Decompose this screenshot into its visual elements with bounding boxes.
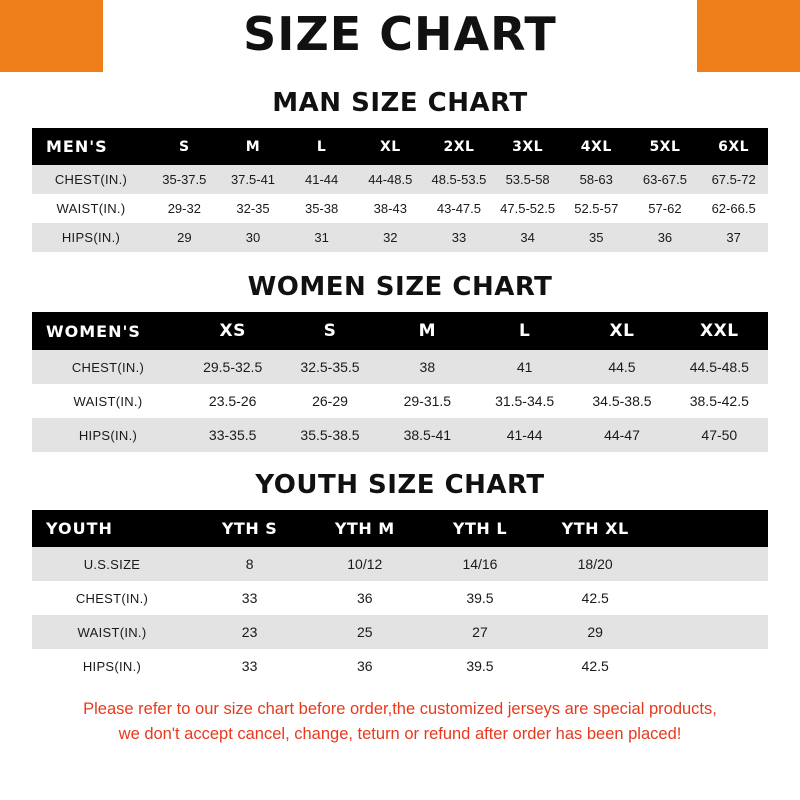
table-wrap-youth	[32, 510, 768, 683]
cell: 38	[379, 350, 476, 384]
row-label: HIPS(IN.)	[32, 223, 150, 252]
cell: 33	[425, 223, 494, 252]
column-header: 5XL	[649, 138, 681, 155]
section-title-men: MAN SIZE CHART	[272, 88, 528, 118]
cell	[653, 649, 768, 683]
cell: 43-47.5	[425, 194, 494, 223]
cell: 47.5-52.5	[493, 194, 562, 223]
column-header: L	[518, 321, 531, 341]
column-header: S	[323, 321, 337, 341]
policy-note	[20, 697, 780, 747]
cell: 33-35.5	[184, 418, 281, 452]
column-header: 4XL	[580, 138, 612, 155]
banner-accent-right	[697, 0, 800, 72]
column-header: YTH S	[221, 519, 278, 538]
cell: 53.5-58	[493, 165, 562, 194]
table-row	[32, 581, 768, 615]
men-size-table	[32, 128, 768, 252]
table-row	[32, 223, 768, 252]
cell: 35-38	[287, 194, 356, 223]
cell: 37	[699, 223, 768, 252]
cell	[653, 615, 768, 649]
cell: 29.5-32.5	[184, 350, 281, 384]
section-title-youth: YOUTH SIZE CHART	[255, 470, 545, 500]
cell: 8	[192, 547, 307, 581]
women-size-table	[32, 312, 768, 452]
cell: 31.5-34.5	[476, 384, 573, 418]
cell: 10/12	[307, 547, 422, 581]
row-label: HIPS(IN.)	[32, 649, 192, 683]
cell: 41-44	[476, 418, 573, 452]
cell: 41-44	[287, 165, 356, 194]
row-label: CHEST(IN.)	[32, 165, 150, 194]
cell: 23.5-26	[184, 384, 281, 418]
column-header: YOUTH	[46, 519, 113, 538]
cell: 35-37.5	[150, 165, 219, 194]
cell: 26-29	[281, 384, 378, 418]
table-header-row	[32, 510, 768, 547]
cell: 23	[192, 615, 307, 649]
cell: 39.5	[422, 649, 537, 683]
cell: 14/16	[422, 547, 537, 581]
column-header: MEN'S	[46, 137, 108, 156]
column-header: XXL	[700, 321, 739, 341]
cell: 47-50	[671, 418, 768, 452]
cell: 38.5-42.5	[671, 384, 768, 418]
cell: 62-66.5	[699, 194, 768, 223]
column-header: M	[245, 138, 261, 155]
table-row	[32, 384, 768, 418]
cell: 32-35	[219, 194, 288, 223]
table-header-row	[32, 312, 768, 350]
row-label: WAIST(IN.)	[32, 615, 192, 649]
banner-accent-left	[0, 0, 103, 72]
cell: 31	[287, 223, 356, 252]
cell: 27	[422, 615, 537, 649]
row-label: WAIST(IN.)	[32, 194, 150, 223]
row-label: WAIST(IN.)	[32, 384, 184, 418]
column-header: WOMEN'S	[46, 321, 141, 341]
cell: 29-32	[150, 194, 219, 223]
cell: 39.5	[422, 581, 537, 615]
column-header: XS	[219, 321, 246, 341]
policy-note-line-2: we don't accept cancel, change, teturn or refund after order has been placed!	[118, 724, 682, 743]
policy-note-line-1: Please refer to our size chart before order,the customized jerseys are special products,	[83, 700, 717, 718]
cell: 29	[538, 615, 653, 649]
table-header-row	[32, 128, 768, 165]
cell: 36	[307, 649, 422, 683]
column-header: YTH L	[452, 519, 508, 538]
table-row	[32, 350, 768, 384]
cell: 18/20	[538, 547, 653, 581]
cell: 41	[476, 350, 573, 384]
cell: 33	[192, 649, 307, 683]
cell: 58-63	[562, 165, 631, 194]
cell	[653, 581, 768, 615]
cell: 38.5-41	[379, 418, 476, 452]
cell: 42.5	[538, 649, 653, 683]
cell: 30	[219, 223, 288, 252]
cell	[653, 547, 768, 581]
cell: 44-47	[573, 418, 670, 452]
table-row	[32, 547, 768, 581]
column-header: XL	[609, 321, 635, 341]
youth-size-table	[32, 510, 768, 683]
cell: 36	[307, 581, 422, 615]
cell: 67.5-72	[699, 165, 768, 194]
cell: 29	[150, 223, 219, 252]
cell: 57-62	[631, 194, 700, 223]
table-row	[32, 615, 768, 649]
cell: 44-48.5	[356, 165, 425, 194]
cell: 35.5-38.5	[281, 418, 378, 452]
cell: 36	[631, 223, 700, 252]
column-header: L	[316, 138, 327, 155]
column-header: S	[179, 138, 190, 155]
section-title-women: WOMEN SIZE CHART	[247, 272, 553, 302]
cell: 48.5-53.5	[425, 165, 494, 194]
cell: 63-67.5	[631, 165, 700, 194]
cell: 34.5-38.5	[573, 384, 670, 418]
cell: 44.5	[573, 350, 670, 384]
row-label: CHEST(IN.)	[32, 350, 184, 384]
column-header: 3XL	[512, 138, 544, 155]
row-label: U.S.SIZE	[32, 547, 192, 581]
cell: 33	[192, 581, 307, 615]
column-header: 2XL	[443, 138, 475, 155]
table-row	[32, 649, 768, 683]
cell: 34	[493, 223, 562, 252]
cell: 32.5-35.5	[281, 350, 378, 384]
cell: 44.5-48.5	[671, 350, 768, 384]
column-header	[653, 510, 768, 547]
header-banner	[0, 0, 800, 72]
table-row	[32, 418, 768, 452]
column-header: YTH XL	[561, 519, 629, 538]
cell: 38-43	[356, 194, 425, 223]
cell: 25	[307, 615, 422, 649]
banner-inner	[103, 0, 697, 72]
row-label: CHEST(IN.)	[32, 581, 192, 615]
table-row	[32, 165, 768, 194]
row-label: HIPS(IN.)	[32, 418, 184, 452]
table-wrap-women	[32, 312, 768, 452]
cell: 29-31.5	[379, 384, 476, 418]
table-wrap-men	[32, 128, 768, 252]
cell: 35	[562, 223, 631, 252]
page-title: SIZE CHART	[243, 7, 557, 61]
column-header: XL	[379, 138, 401, 155]
cell: 32	[356, 223, 425, 252]
cell: 37.5-41	[219, 165, 288, 194]
cell: 42.5	[538, 581, 653, 615]
cell: 52.5-57	[562, 194, 631, 223]
table-row	[32, 194, 768, 223]
column-header: 6XL	[718, 138, 750, 155]
column-header: YTH M	[334, 519, 395, 538]
column-header: M	[418, 321, 437, 341]
